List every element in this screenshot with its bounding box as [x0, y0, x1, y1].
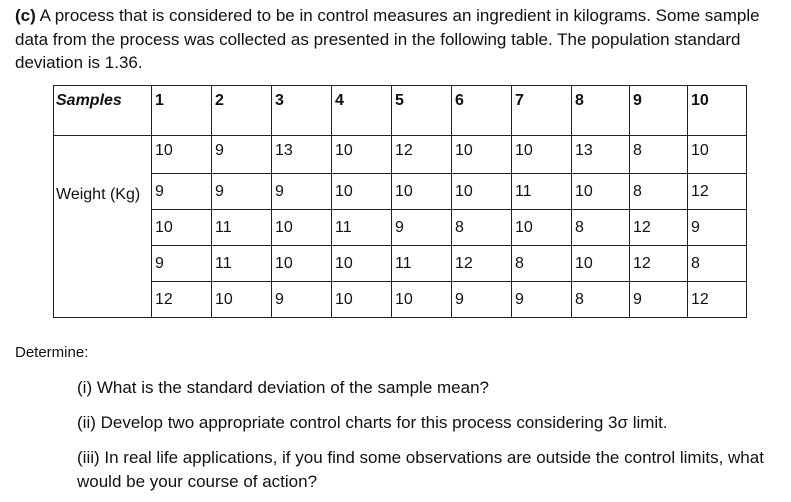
table-cell: 9 — [152, 174, 212, 210]
column-header: 10 — [688, 86, 747, 136]
sample-data-table — [53, 85, 747, 318]
table-cell: 13 — [572, 136, 630, 174]
table-cell: 9 — [512, 282, 572, 318]
table-cell: 10 — [392, 282, 452, 318]
table-cell: 8 — [572, 210, 630, 246]
column-header: 2 — [212, 86, 272, 136]
table-cell: 10 — [332, 282, 392, 318]
table-cell: 8 — [512, 246, 572, 282]
column-header: 9 — [630, 86, 688, 136]
table-cell: 9 — [272, 174, 332, 210]
table-cell: 10 — [152, 210, 212, 246]
table-cell: 10 — [688, 136, 747, 174]
table-cell: 11 — [392, 246, 452, 282]
table-cell: 9 — [688, 210, 747, 246]
question-3: (iii) In real life applications, if you find some observations are outside the control limits, what would be your course of action? — [77, 448, 764, 491]
table-cell: 12 — [688, 174, 747, 210]
table-cell: 10 — [512, 136, 572, 174]
problem-text: A process that is considered to be in control measures an ingredient in kilograms. Some sample data from the process was collected as presented in the following table. The population standard deviation is 1.36. — [15, 6, 760, 72]
table-cell: 10 — [272, 210, 332, 246]
table-cell: 12 — [392, 136, 452, 174]
table-header-row — [54, 86, 747, 136]
column-header: 6 — [452, 86, 512, 136]
table-cell: 11 — [212, 246, 272, 282]
problem-statement — [15, 4, 775, 75]
table-row — [54, 282, 747, 318]
table-cell: 9 — [630, 282, 688, 318]
table-row — [54, 246, 747, 282]
column-header: 3 — [272, 86, 332, 136]
questions-list — [77, 376, 777, 494]
column-header: 8 — [572, 86, 630, 136]
table-cell: 8 — [452, 210, 512, 246]
table-cell: 9 — [152, 246, 212, 282]
table-row — [54, 210, 747, 246]
table-cell: 13 — [272, 136, 332, 174]
column-header: 1 — [152, 86, 212, 136]
table-cell: 12 — [452, 246, 512, 282]
table-cell: 10 — [452, 174, 512, 210]
table-cell: 10 — [572, 174, 630, 210]
column-header: 7 — [512, 86, 572, 136]
table-cell: 11 — [332, 210, 392, 246]
table-row — [54, 136, 747, 174]
table-cell: 9 — [392, 210, 452, 246]
table-cell: 12 — [688, 282, 747, 318]
table-cell: 10 — [512, 210, 572, 246]
table-row — [54, 174, 747, 210]
table-cell: 10 — [332, 136, 392, 174]
column-header: 5 — [392, 86, 452, 136]
table-cell: 9 — [212, 136, 272, 174]
table-cell: 10 — [272, 246, 332, 282]
table-cell: 11 — [212, 210, 272, 246]
table-cell: 10 — [212, 282, 272, 318]
table-cell: 10 — [332, 246, 392, 282]
table-cell: 10 — [452, 136, 512, 174]
question-2: (ii) Develop two appropriate control charts for this process considering 3σ limit. — [77, 413, 668, 432]
part-label: (c) — [15, 6, 36, 25]
table-cell: 12 — [630, 210, 688, 246]
weight-row-label: Weight (Kg) — [54, 136, 152, 318]
samples-header: Samples — [54, 86, 152, 136]
column-header: 4 — [332, 86, 392, 136]
table-cell: 11 — [512, 174, 572, 210]
table-cell: 8 — [688, 246, 747, 282]
table-cell: 10 — [152, 136, 212, 174]
determine-label: Determine: — [15, 344, 89, 361]
table-cell: 8 — [630, 174, 688, 210]
table-cell: 8 — [630, 136, 688, 174]
table-cell: 12 — [152, 282, 212, 318]
table-cell: 10 — [332, 174, 392, 210]
table-cell: 12 — [630, 246, 688, 282]
table-cell: 10 — [392, 174, 452, 210]
table-cell: 9 — [452, 282, 512, 318]
table-cell: 9 — [212, 174, 272, 210]
table-cell: 8 — [572, 282, 630, 318]
table-cell: 10 — [572, 246, 630, 282]
question-1: (i) What is the standard deviation of the sample mean? — [77, 378, 489, 397]
table-cell: 9 — [272, 282, 332, 318]
